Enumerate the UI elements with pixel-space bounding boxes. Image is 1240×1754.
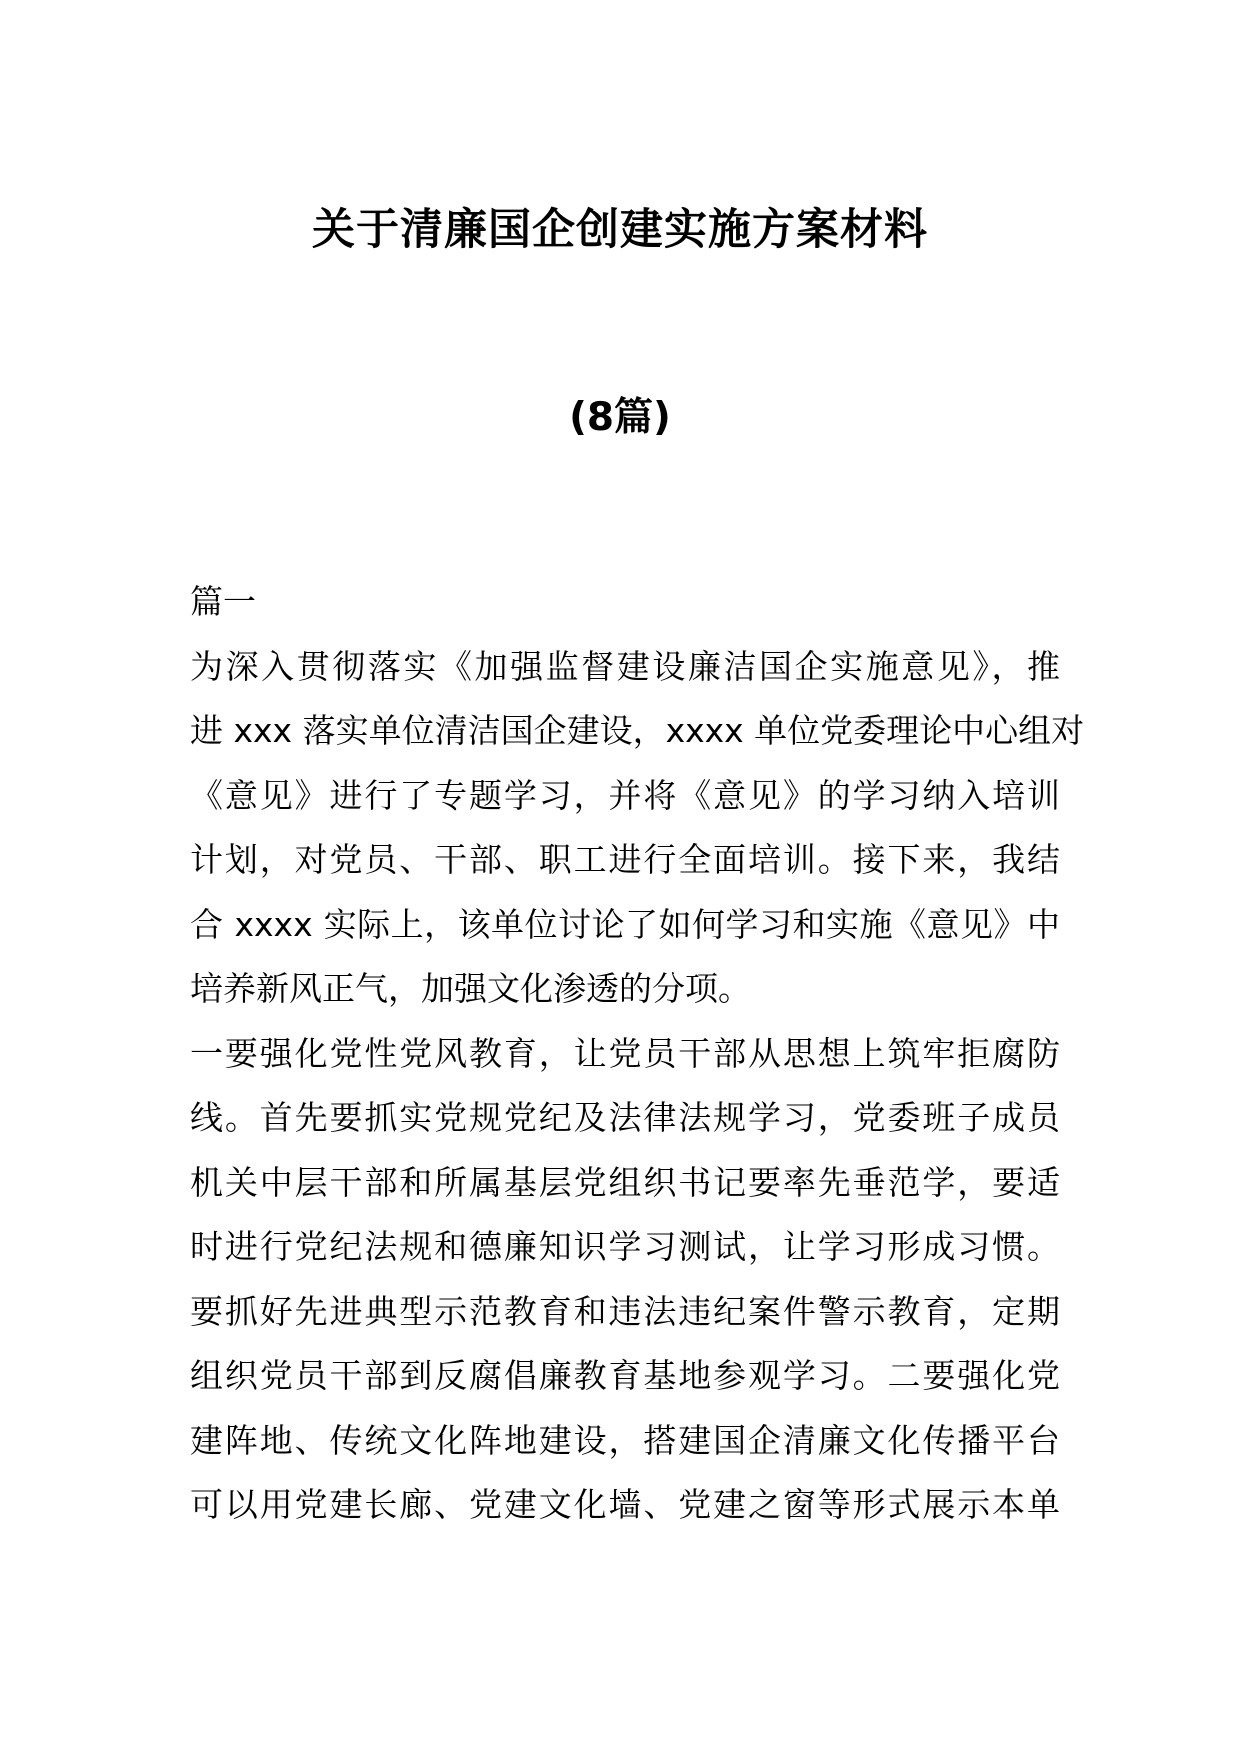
body-line: 机关中层干部和所属基层党组织书记要率先垂范学，要适 [190,1162,1060,1202]
body-line: 线。首先要抓实党规党纪及法律法规学习，党委班子成员 [190,1098,1060,1137]
document-title: 关于清廉国企创建实施方案材料 [312,205,928,255]
document-subtitle: (8篇) [569,395,671,440]
section-heading: 篇一 [190,582,256,621]
body-line: 《意见》进行了专题学习，并将《意见》的学习纳入培训 [190,775,1060,815]
body-line: 培养新风正气，加强文化渗透的分项。 [190,969,751,1008]
body-line: 一要强化党性党风教育，让党员干部从思想上筑牢拒腐防 [190,1033,1060,1073]
body-line: 可以用党建长廊、党建文化墙、党建之窗等形式展示本单 [190,1485,1060,1524]
document-body [190,570,1085,1538]
body-line: 为深入贯彻落实《加强监督建设廉洁国企实施意见》，推 [190,646,1060,686]
body-line: 时进行党纪法规和德廉知识学习测试，让学习形成习惯。 [190,1227,1060,1266]
body-line: 组织党员干部到反腐倡廉教育基地参观学习。二要强化党 [190,1356,1060,1395]
body-line: 合 xxxx 实际上，该单位讨论了如何学习和实施《意见》中 [190,904,1060,944]
body-line: 计划，对党员、干部、职工进行全面培训。接下来，我结 [190,840,1060,879]
body-line: 进 xxx 落实单位清洁国企建设，xxxx 单位党委理论中心组对 [190,711,1085,750]
body-line: 建阵地、传统文化阵地建设，搭建国企清廉文化传播平台 [190,1420,1060,1460]
body-line: 要抓好先进典型示范教育和违法违纪案件警示教育，定期 [190,1291,1060,1331]
